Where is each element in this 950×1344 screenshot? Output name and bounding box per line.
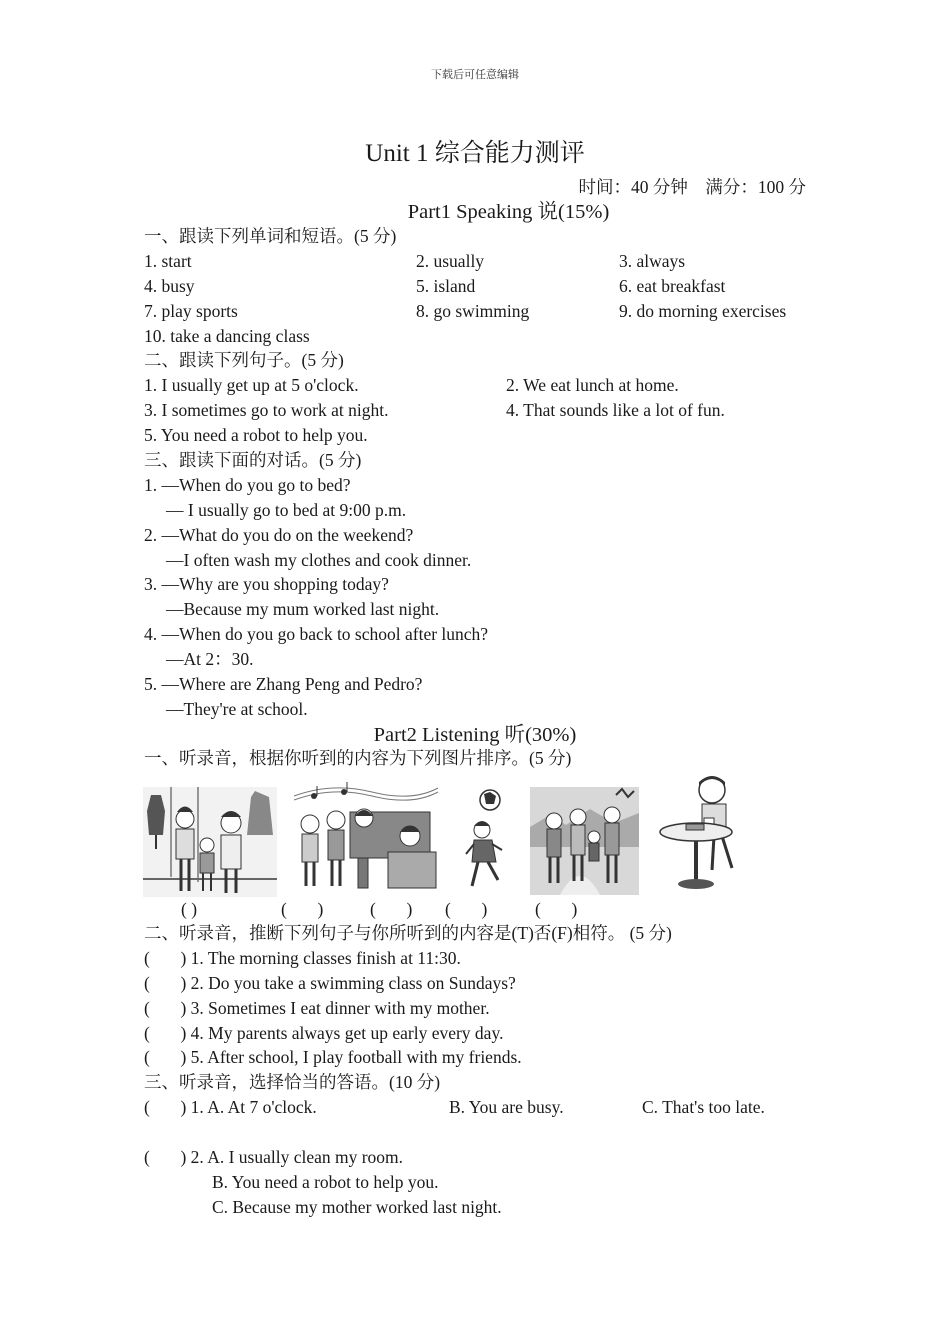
dialogue-line: —They're at school. [166, 699, 308, 719]
dialogue-line: — I usually go to bed at 9:00 p.m. [166, 500, 407, 520]
sentence-item: 3. I sometimes go to work at night. [144, 400, 389, 420]
sentence-item: 4. That sounds like a lot of fun. [506, 400, 725, 420]
sentence-item: 5. You need a robot to help you. [144, 425, 368, 445]
word-item: 8. go swimming [416, 301, 530, 321]
true-false-item[interactable]: ( ) 5. After school, I play football with my friends. [144, 1047, 522, 1067]
dialogue-line: 2. —What do you do on the weekend? [144, 525, 414, 545]
word-item: 7. play sports [144, 301, 238, 321]
picture-order-blank[interactable]: ( ) [181, 899, 198, 919]
choice-question-2[interactable]: ( ) 2. A. I usually clean my room. [144, 1147, 404, 1167]
choice-option-b: B. You need a robot to help you. [212, 1172, 439, 1192]
word-item: 6. eat breakfast [619, 276, 726, 296]
true-false-item[interactable]: ( ) 2. Do you take a swimming class on Sundays? [144, 973, 516, 993]
page-title: Unit 1 综合能力测评 [365, 140, 585, 167]
dialogue-line: —Because my mum worked last night. [166, 599, 440, 619]
true-false-item[interactable]: ( ) 1. The morning classes finish at 11:30. [144, 948, 461, 968]
picture-order-blank[interactable]: ( ) [445, 899, 488, 919]
girl-playing-football-illustration [462, 788, 508, 894]
family-park-walk-illustration [530, 787, 639, 895]
word-item: 1. start [144, 251, 192, 271]
choice-question-1[interactable]: ( ) 1. A. At 7 o'clock. [144, 1097, 317, 1117]
part2-section2-heading: 二、听录音，推断下列句子与你所听到的内容是(T)否(F)相符。 (5 分) [144, 923, 672, 943]
header-note: 下载后可任意编辑 [431, 69, 519, 81]
word-item: 5. island [416, 276, 476, 296]
true-false-item[interactable]: ( ) 4. My parents always get up early every day. [144, 1023, 504, 1043]
sentence-item: 1. I usually get up at 5 o'clock. [144, 375, 359, 395]
dialogue-line: 4. —When do you go back to school after lunch? [144, 624, 489, 644]
picture-order-blank[interactable]: ( ) [535, 899, 578, 919]
dialogue-line: —I often wash my clothes and cook dinner. [166, 550, 472, 570]
word-item: 4. busy [144, 276, 195, 296]
dialogue-line: 1. —When do you go to bed? [144, 475, 351, 495]
word-item: 2. usually [416, 251, 485, 271]
word-item: 3. always [619, 251, 686, 271]
choice-option-b: B. You are busy. [449, 1097, 564, 1117]
sentence-item: 2. We eat lunch at home. [506, 375, 679, 395]
dialogue-line: 3. —Why are you shopping today? [144, 574, 389, 594]
boy-at-table-illustration [656, 770, 748, 894]
part2-section1-heading: 一、听录音，根据你听到的内容为下列图片排序。(5 分) [144, 748, 572, 768]
part2-title: Part2 Listening 听(30%) [373, 724, 577, 746]
choice-option-c: C. That's too late. [642, 1097, 765, 1117]
part1-section2-heading: 二、跟读下列句子。(5 分) [144, 350, 344, 370]
dialogue-line: —At 2：30. [166, 649, 254, 669]
part1-title: Part1 Speaking 说(15%) [407, 201, 610, 223]
picture-order-blank[interactable]: ( ) [370, 899, 413, 919]
part1-section3-heading: 三、跟读下面的对话。(5 分) [144, 450, 362, 470]
part2-section3-heading: 三、听录音，选择恰当的答语。(10 分) [144, 1072, 441, 1092]
word-item: 10. take a dancing class [144, 326, 310, 346]
music-class-piano-illustration [292, 782, 440, 894]
word-item: 9. do morning exercises [619, 301, 787, 321]
true-false-item[interactable]: ( ) 3. Sometimes I eat dinner with my mother. [144, 998, 490, 1018]
picture-order-blank[interactable]: ( ) [281, 899, 324, 919]
time-score-info: 时间：40 分钟 满分：100 分 [578, 177, 806, 197]
dialogue-line: 5. —Where are Zhang Peng and Pedro? [144, 674, 423, 694]
part1-section1-heading: 一、跟读下列单词和短语。(5 分) [144, 226, 397, 246]
choice-option-c: C. Because my mother worked last night. [212, 1197, 502, 1217]
shopping-family-illustration [143, 787, 277, 897]
